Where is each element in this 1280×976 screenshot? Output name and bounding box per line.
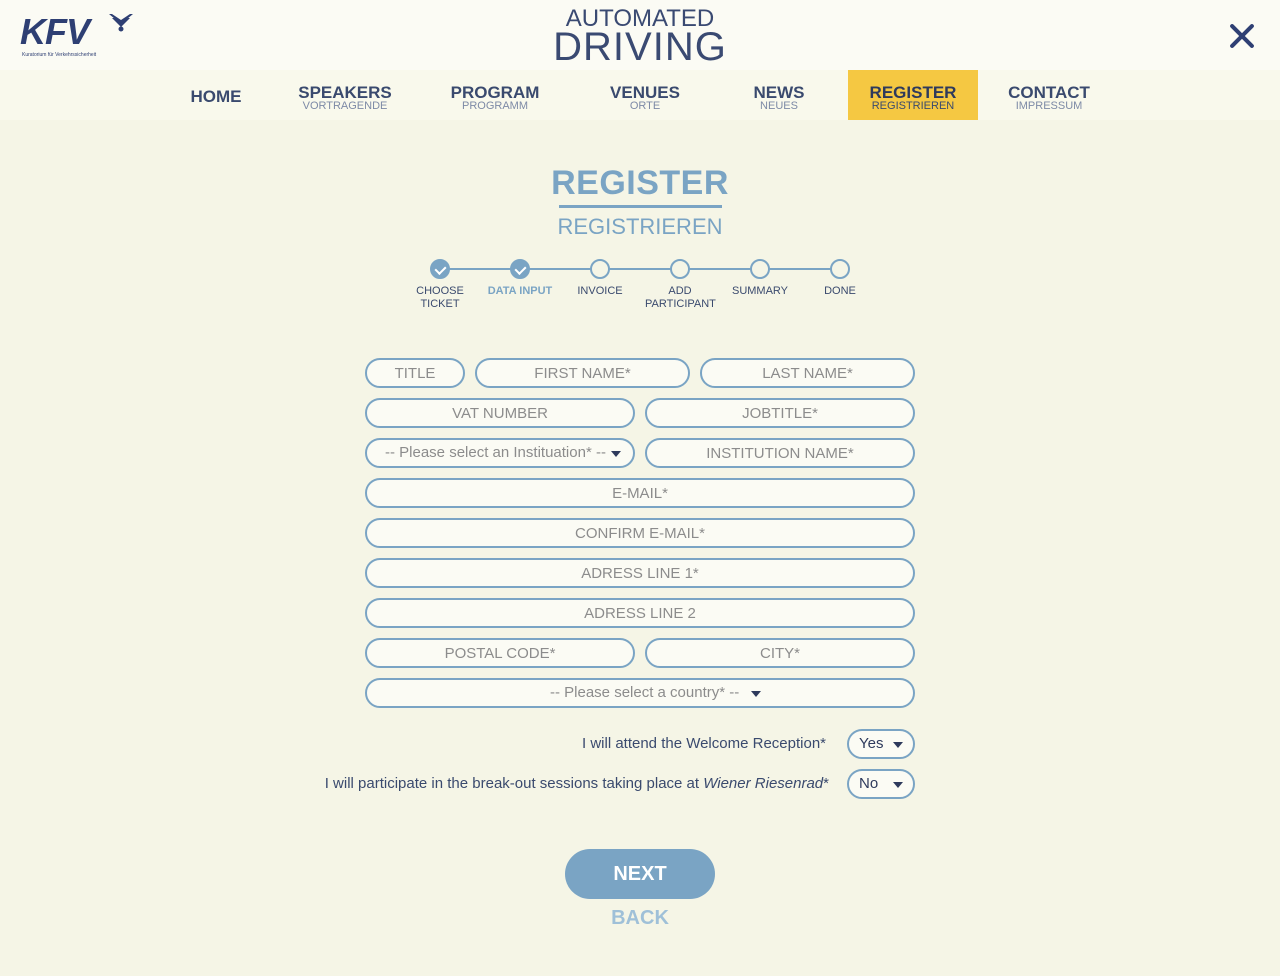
reception-question: I will attend the Welcome Reception* (581, 735, 826, 752)
nav-item-contact[interactable] (994, 70, 1104, 120)
nav-item-label: REGISTER (869, 83, 957, 102)
city-field[interactable] (645, 638, 915, 668)
step-label: INVOICE (577, 285, 623, 297)
next-button[interactable]: NEXT (565, 849, 715, 899)
chevron-down-icon (611, 451, 621, 457)
nav-item-label: VENUES (610, 83, 680, 102)
reception-select[interactable] (847, 729, 915, 759)
check-icon (510, 259, 530, 279)
kfv-logo[interactable] (20, 12, 136, 60)
nav-item-news[interactable] (738, 70, 820, 120)
site-title-line2: DRIVING (553, 25, 727, 69)
nav-item-sublabel: ORTE (629, 100, 661, 112)
institution-name-field[interactable] (645, 438, 915, 468)
nav-item-label: CONTACT (1008, 83, 1090, 102)
vat-number-field[interactable] (365, 398, 635, 428)
title-field[interactable] (365, 358, 465, 388)
step-label: DONE (824, 285, 856, 297)
chevron-down-icon (893, 782, 903, 788)
step-label: ADD PARTICIPANT (645, 285, 716, 310)
step-label: SUMMARY (731, 285, 789, 297)
reception-select-value: Yes (859, 735, 884, 752)
step-label: CHOOSE TICKET (416, 285, 464, 310)
breakout-question-prefix: I will participate in the break-out sessions taking place at (324, 775, 704, 792)
address-line2-field[interactable] (365, 598, 915, 628)
address-line1-field[interactable] (365, 558, 915, 588)
step-circle-icon (830, 259, 850, 279)
chevron-down-icon (893, 742, 903, 748)
step-label: DATA INPUT (487, 285, 553, 297)
confirm-email-field[interactable] (365, 518, 915, 548)
breakout-select-value: No (859, 775, 879, 792)
page-subtitle: REGISTRIEREN (557, 214, 723, 239)
nav-item-label: NEWS (753, 83, 805, 102)
chevron-down-icon (751, 691, 761, 697)
step-done (790, 259, 890, 298)
step-circle-icon (750, 259, 770, 279)
eagle-icon (108, 12, 134, 32)
site-title[interactable] (540, 5, 740, 69)
nav-item-home[interactable] (176, 70, 256, 120)
nav-item-register[interactable] (848, 70, 978, 120)
back-link[interactable]: BACK (611, 907, 669, 929)
breakout-select[interactable] (847, 769, 915, 799)
nav-item-speakers[interactable] (290, 70, 400, 120)
nav-item-sublabel: REGISTRIEREN (871, 100, 955, 112)
nav-item-sublabel: VORTRAGENDE (302, 100, 388, 112)
check-icon (430, 259, 450, 279)
nav-item-label: HOME (190, 87, 242, 106)
site-title-line1: AUTOMATED (565, 5, 715, 32)
nav-item-sublabel: IMPRESSUM (1015, 100, 1083, 112)
nav-item-program[interactable] (440, 70, 550, 120)
nav-item-label: SPEAKERS (298, 83, 392, 102)
kfv-logo-subtext: Kuratorium für Verkehrssicherheit (22, 52, 97, 58)
nav-item-sublabel: PROGRAMM (462, 100, 528, 112)
country-select[interactable] (365, 678, 915, 708)
title-underline (559, 205, 722, 208)
country-select-value: -- Please select a country* -- (550, 684, 740, 701)
kfv-logo-text: KFV (20, 11, 89, 52)
top-header (0, 0, 1280, 70)
step-circle-icon (670, 259, 690, 279)
nav-item-label: PROGRAM (450, 83, 540, 102)
breakout-question (300, 775, 829, 793)
close-icon[interactable] (1226, 20, 1258, 52)
step-circle-icon (590, 259, 610, 279)
email-field[interactable] (365, 478, 915, 508)
first-name-field[interactable] (475, 358, 690, 388)
breakout-question-suffix: * (823, 775, 829, 792)
institution-select-value: -- Please select an Instituation* -- (385, 444, 606, 461)
last-name-field[interactable] (700, 358, 915, 388)
main-nav (0, 70, 1280, 120)
breakout-question-place: Wiener Riesenrad (703, 775, 824, 792)
nav-item-sublabel: NEUES (760, 100, 798, 112)
institution-select[interactable] (365, 438, 635, 468)
jobtitle-field[interactable] (645, 398, 915, 428)
nav-item-venues[interactable] (590, 70, 700, 120)
postal-code-field[interactable] (365, 638, 635, 668)
page-title: REGISTER (551, 164, 729, 202)
